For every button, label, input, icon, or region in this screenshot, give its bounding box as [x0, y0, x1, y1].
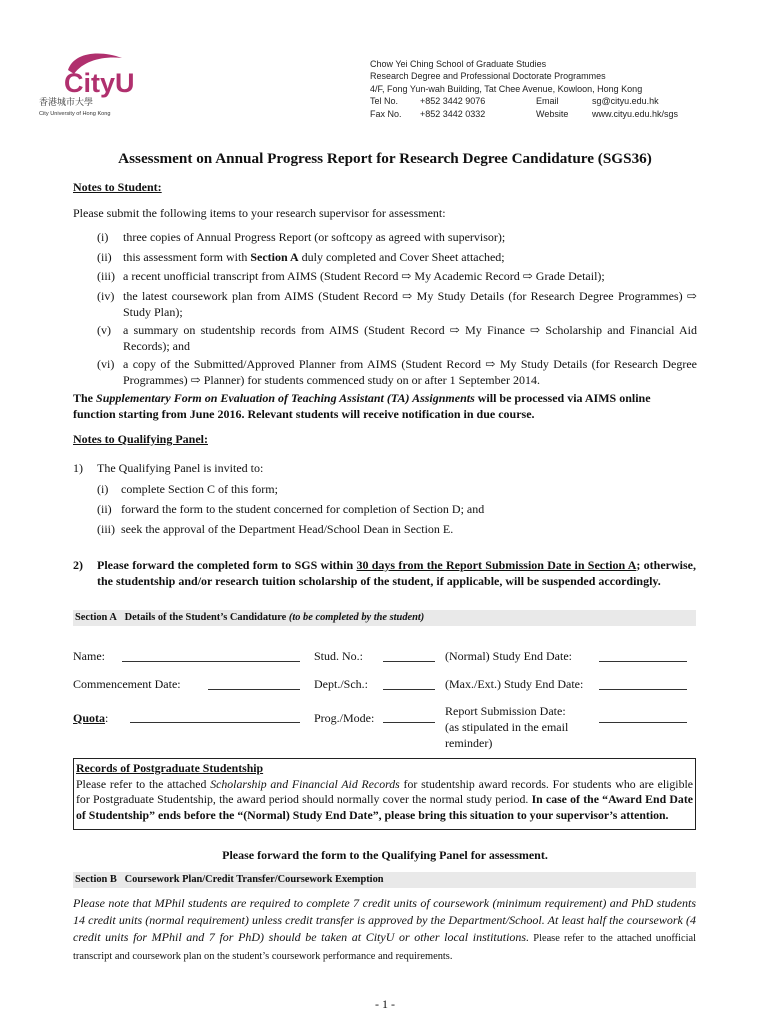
- list-item: [97, 268, 697, 284]
- max-end-input[interactable]: [599, 689, 687, 690]
- section-b-requirement: Please note that MPhil students are required to complete 7 credit units of coursework (minimum requirement) and PhD students 14 credit units (normal requirement) unless credit transfer is approved by the Department/School. At least half the coursework (4 credit units for MPhil and 7 for PhD) should be taken at CityU or other local institutions.: [73, 896, 696, 944]
- list-item-text: a summary on studentship records from AIMS (Student Record ⇨ My Finance ⇨ Scholarship and Financial Aid Records); and: [123, 323, 697, 353]
- list-item-text: Please forward the completed form to SGS within: [97, 558, 357, 572]
- mode-input[interactable]: [383, 722, 435, 723]
- list-item-text: seek the approval of the Department Head/School Dean in Section E.: [121, 522, 454, 536]
- email-value[interactable]: sg@cityu.edu.hk: [592, 96, 659, 107]
- section-a-header: [73, 610, 696, 626]
- logo-chinese: 香港城市大學: [39, 98, 94, 108]
- school-name: Chow Yei Ching School of Graduate Studies: [370, 59, 547, 69]
- website-label: Website: [536, 108, 569, 119]
- report-date-input[interactable]: [599, 722, 687, 723]
- website-value[interactable]: www.cityu.edu.hk/sgs: [592, 108, 679, 119]
- list-item-text: the latest coursework plan from AIMS (Student Record ⇨ My Study Details (for Research Degree Programmes) ⇨ Study Plan);: [123, 289, 697, 319]
- section-b-note: [73, 895, 696, 965]
- list-item-number: 1): [73, 461, 83, 475]
- list-item-text: ; otherwise, the studentship and/or research tuition scholarship of the student, if applicable, will be suspended accordingly.: [97, 558, 696, 588]
- tel-value: +852 3442 9076: [420, 96, 486, 107]
- list-item-text: three copies of Annual Progress Report (or softcopy as agreed with supervisor);: [123, 230, 506, 244]
- mode-label: Prog./Mode:: [314, 711, 375, 725]
- list-item-number: (ii): [97, 250, 112, 264]
- list-item-number: 2): [73, 558, 83, 572]
- document-title: Assessment on Annual Progress Report for Research Degree Candidature (SGS36): [118, 150, 652, 167]
- quota-input[interactable]: [130, 722, 300, 723]
- contact-block: [370, 58, 678, 120]
- list-item: [97, 501, 697, 517]
- list-item: [97, 356, 697, 388]
- list-item-text: forward the form to the student concerned for completion of Section D; and: [121, 502, 485, 516]
- page-number: - 1 -: [375, 997, 395, 1011]
- supp-text: The: [73, 391, 97, 405]
- quota-label-group: [73, 711, 108, 726]
- normal-end-label: (Normal) Study End Date:: [445, 649, 572, 663]
- studentship-records-box: [73, 758, 696, 830]
- stud-no-input[interactable]: [383, 661, 435, 662]
- list-item-number: (iii): [97, 522, 115, 536]
- list-item-number: (iv): [97, 289, 115, 303]
- list-item-number: (v): [97, 323, 111, 337]
- list-item-text: a recent unofficial transcript from AIMS (Student Record ⇨ My Academic Record ⇨ Grade Detail);: [123, 269, 605, 283]
- email-label: Email: [536, 96, 559, 107]
- office-name: Research Degree and Professional Doctorate Programmes: [370, 71, 606, 82]
- commencement-label: Commencement Date:: [73, 677, 181, 691]
- logo-text: CityU: [64, 68, 135, 98]
- panel-point-2: [73, 557, 696, 589]
- normal-end-input[interactable]: [599, 661, 687, 662]
- list-item-number: (i): [97, 482, 109, 496]
- notes-panel-heading: Notes to Qualifying Panel:: [73, 432, 208, 446]
- section-code: Section B: [75, 874, 117, 885]
- report-date-line: reminder): [445, 736, 493, 750]
- office-address: 4/F, Fong Yun-wah Building, Tat Chee Avenue, Kowloon, Hong Kong: [370, 83, 643, 94]
- dept-input[interactable]: [383, 689, 435, 690]
- records-form-name: Scholarship and Financial Aid Records: [210, 776, 400, 791]
- list-item: [97, 521, 697, 537]
- name-input[interactable]: [122, 661, 300, 662]
- list-item-text: The Qualifying Panel is invited to:: [97, 461, 264, 475]
- name-label: Name:: [73, 649, 105, 663]
- section-note: (to be completed by the student): [288, 612, 425, 623]
- section-title: Details of the Student’s Candidature: [124, 612, 287, 623]
- deadline-text: 30 days from the Report Submission Date in Section A: [356, 558, 637, 572]
- fax-label: Fax No.: [370, 108, 402, 119]
- records-text: for studentship award records. For students who are eligible for Postgraduate Studentship, the award period should normally cover the normal study period.: [76, 776, 693, 807]
- section-b-instruction: Please refer to the attached unofficial transcript and coursework plan on the student’s coursework performance and requirements.: [73, 933, 697, 962]
- list-item-text: duly completed and Cover Sheet attached;: [298, 250, 505, 264]
- quota-colon: :: [105, 711, 109, 725]
- section-a-ref: Section A: [250, 250, 299, 264]
- records-warning: In case of the “Award End Date of Studentship” ends before the “(Normal) Study End Date”, please bring this situation to your supervisor’s attention.: [76, 792, 693, 822]
- studentship-records-text: [74, 759, 695, 823]
- records-text: Please refer to the attached: [76, 776, 211, 791]
- quota-label: Quota: [73, 711, 106, 725]
- tel-label: Tel No.: [370, 96, 399, 107]
- dept-label: Dept./Sch.:: [314, 677, 368, 691]
- cityu-logo: [38, 48, 138, 118]
- list-item: [97, 288, 697, 320]
- panel-point-1: [73, 460, 693, 476]
- report-date-line: (as stipulated in the email: [445, 720, 569, 734]
- cityu-logo-mark: [38, 48, 138, 118]
- list-item-number: (ii): [97, 502, 112, 516]
- supp-text: will be processed via AIMS online function starting from June 2016. Relevant students will receive notification in due course.: [73, 391, 651, 421]
- report-date-label: [445, 703, 568, 751]
- list-item-number: (vi): [97, 357, 115, 371]
- list-item: [97, 481, 697, 497]
- max-end-label: (Max./Ext.) Study End Date:: [445, 677, 584, 691]
- list-item: [97, 322, 697, 354]
- report-date-line: Report Submission Date:: [445, 704, 566, 718]
- commencement-input[interactable]: [208, 689, 300, 690]
- section-b-header: [73, 872, 696, 888]
- supp-form-name: Supplementary Form on Evaluation of Teaching Assistant (TA) Assignments: [96, 391, 475, 405]
- notes-student-intro: Please submit the following items to your research supervisor for assessment:: [73, 206, 446, 220]
- section-code: Section A: [75, 612, 117, 623]
- list-item: [97, 229, 697, 245]
- list-item-text: a copy of the Submitted/Approved Planner from AIMS (Student Record ⇨ My Study Details (for Research Degree Programmes) ⇨ Planner) for students commenced study on or after 1 September 2014.: [123, 357, 697, 387]
- list-item-number: (i): [97, 230, 109, 244]
- stud-no-label: Stud. No.:: [314, 649, 364, 663]
- forward-note: Please forward the form to the Qualifying Panel for assessment.: [222, 848, 548, 862]
- list-item: [97, 249, 697, 265]
- section-title: Coursework Plan/Credit Transfer/Coursework Exemption: [124, 874, 384, 885]
- records-heading: Records of Postgraduate Studentship: [76, 761, 264, 775]
- notes-student-heading: Notes to Student:: [73, 180, 162, 194]
- list-item-number: (iii): [97, 269, 115, 283]
- list-item-text: complete Section C of this form;: [121, 482, 278, 496]
- supplementary-form-note: [73, 390, 696, 422]
- list-item-text: this assessment form with: [123, 250, 251, 264]
- fax-value: +852 3442 0332: [420, 108, 486, 119]
- logo-english: City University of Hong Kong: [39, 111, 111, 117]
